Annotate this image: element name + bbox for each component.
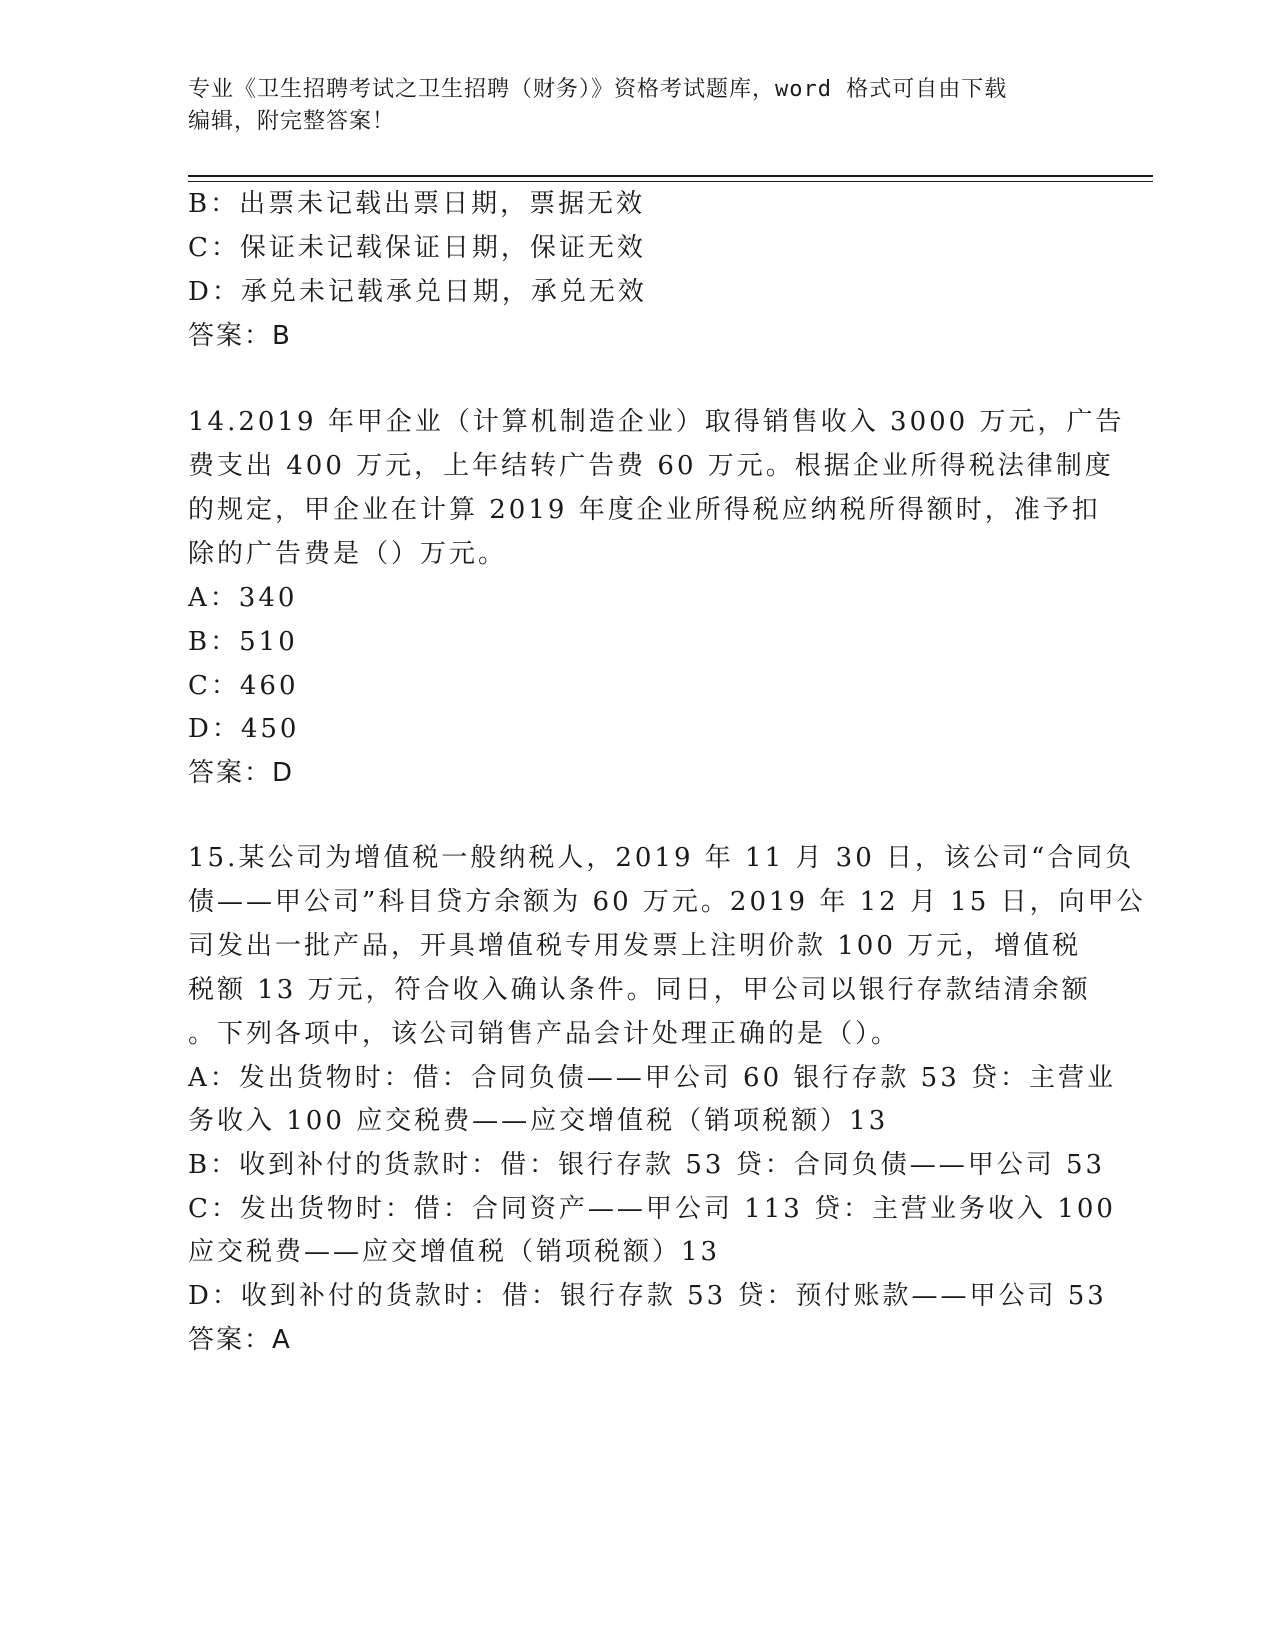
q14-stem-line-3: 的规定，甲企业在计算 2019 年度企业所得税应纳税所得额时，准予扣: [188, 495, 1101, 525]
q15-option-c-line-1: C：发出货物时：借：合同资产——甲公司 113 贷：主营业务收入 100: [188, 1194, 1116, 1224]
q15-option-a-line-2: 务收入 100 应交税费——应交增值税（销项税额）13: [188, 1106, 889, 1136]
q15-option-d: D：收到补付的货款时：借：银行存款 53 贷：预付账款——甲公司 53: [188, 1281, 1107, 1311]
q15-stem-line-5: 。下列各项中，该公司销售产品会计处理正确的是（）。: [188, 1019, 901, 1049]
q14-stem-line-1: 14.2019 年甲企业（计算机制造企业）取得销售收入 3000 万元，广告: [188, 407, 1125, 437]
q14-option-a: A：340: [188, 583, 298, 613]
q14-option-c: C：460: [188, 671, 299, 701]
q13-option-c: C：保证未记载保证日期，保证无效: [188, 233, 646, 263]
q14-stem-line-4: 除的广告费是（）万元。: [188, 539, 508, 569]
q13-option-d: D：承兑未记载承兑日期，承兑无效: [188, 277, 647, 307]
header-divider-thick: [188, 175, 1153, 177]
header-line-2: 编辑，附完整答案！: [188, 109, 396, 134]
q15-stem-line-2: 债——甲公司”科目贷方余额为 60 万元。2019 年 12 月 15 日，向甲公: [188, 887, 1146, 917]
q15-option-b: B：收到补付的货款时：借：银行存款 53 贷：合同负债——甲公司 53: [188, 1150, 1106, 1180]
document-header: [188, 74, 1068, 138]
q15-option-c-line-2: 应交税费——应交增值税（销项税额）13: [188, 1237, 721, 1267]
q15-option-a-line-1: A：发出货物时：借：合同负债——甲公司 60 银行存款 53 贷：主营业: [188, 1063, 1117, 1093]
q15-stem-line-1: 15.某公司为增值税一般纳税人，2019 年 11 月 30 日，该公司“合同负: [188, 843, 1135, 873]
header-line-1: 专业《卫生招聘考试之卫生招聘（财务）》资格考试题库，word 格式可自由下载: [188, 77, 1008, 102]
q14-option-b: B：510: [188, 627, 298, 657]
q14-answer: 答案：D: [188, 758, 295, 788]
q15-answer: 答案：A: [188, 1325, 292, 1355]
q13-option-b: B：出票未记载出票日期，票据无效: [188, 189, 646, 219]
q15-stem-line-3: 司发出一批产品，开具增值税专用发票上注明价款 100 万元，增值税: [188, 931, 1082, 961]
q14-option-d: D：450: [188, 714, 300, 744]
q14-stem-line-2: 费支出 400 万元，上年结转广告费 60 万元。根据企业所得税法律制度: [188, 451, 1114, 481]
q13-answer: 答案：B: [188, 321, 292, 351]
header-divider-thin: [188, 181, 1153, 182]
q15-stem-line-4: 税额 13 万元，符合收入确认条件。同日，甲公司以银行存款结清余额: [188, 975, 1091, 1005]
